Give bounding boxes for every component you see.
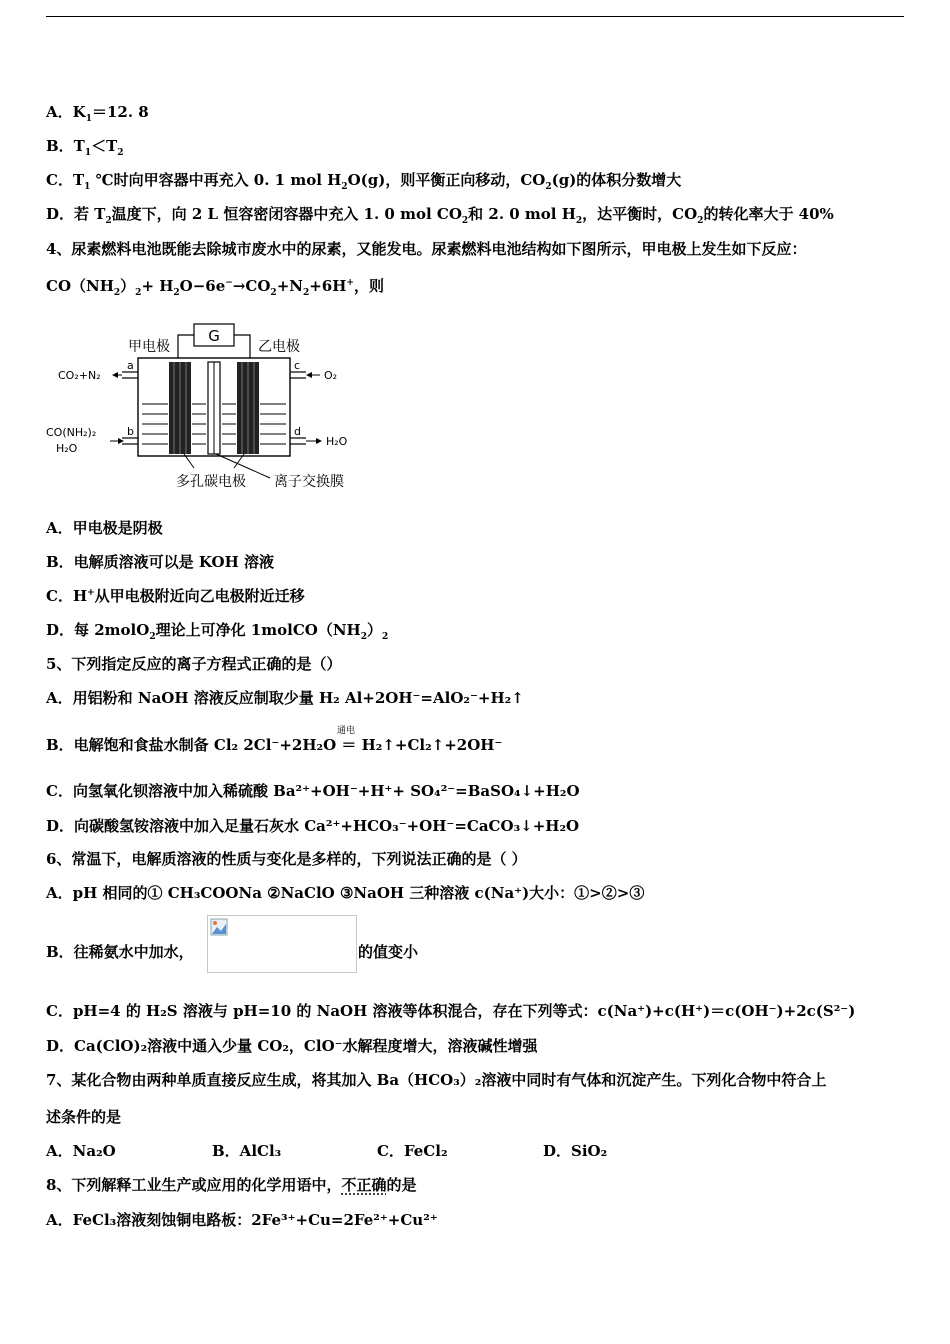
q8-stem: 8、下列解释工业生产或应用的化学用语中，不正确的是 <box>46 1176 417 1194</box>
port-c-label: c <box>294 359 301 372</box>
broken-image-icon <box>210 918 228 936</box>
q4-option-c: C．H+从甲电极附近向乙电极附近迁移 <box>46 587 305 605</box>
port-b-label: b <box>127 425 134 438</box>
arrow-out-right <box>316 438 322 444</box>
q4-stem-line1: 4、尿素燃料电池既能去除城市废水中的尿素，又能发电。尿素燃料电池结构如下图所示，甲电极上发生如下反应： <box>46 240 807 258</box>
arrow-out-left <box>112 372 118 378</box>
left-electrode-label: 甲电极 <box>128 339 170 355</box>
header-rule <box>46 16 904 17</box>
q7-option-d: D．SiO₂ <box>543 1142 608 1160</box>
q6-option-b-pre: B．往稀氨水中加水， <box>46 943 194 961</box>
q7-stem-line1: 7、某化合物由两种单质直接反应生成，将其加入 Ba（HCO₃）₂溶液中同时有气体和沉淀产生。下列化合物中符合上 <box>46 1071 827 1089</box>
output-left-label: CO₂+N₂ <box>58 369 101 382</box>
q6-option-c: C．pH=4 的 H₂S 溶液与 pH=10 的 NaOH 溶液等体积混合，存在下列等式：c(Na⁺)+c(H⁺)＝c(OH⁻)+2c(S²⁻) <box>46 1002 856 1020</box>
wire-left <box>178 335 194 360</box>
input-left-label-1: CO(NH₂)₂ <box>46 426 97 439</box>
q6-stem: 6、常温下，电解质溶液的性质与变化是多样的，下列说法正确的是（ ） <box>46 850 527 868</box>
port-d-label: d <box>294 425 301 438</box>
q4-option-a: A．甲电极是阴极 <box>46 519 163 537</box>
arrow-in-left <box>118 438 124 444</box>
q6-option-b-post: 的值变小 <box>358 943 419 961</box>
q7-option-b: B．AlCl₃ <box>212 1142 282 1160</box>
arrow-in-right <box>306 372 312 378</box>
q4-option-d: D．每 2molO$_2$理论上可净化 $1molCO(NH_2)_2$ <box>46 621 389 642</box>
galvanometer-label: G <box>208 327 220 345</box>
port-a-label: a <box>127 359 134 372</box>
q6-option-a: A．pH 相同的① CH₃COONa ②NaClO ③NaOH 三种溶液 c(Na⁺)大小：①>②>③ <box>46 884 645 902</box>
membrane-label: 离子交换膜 <box>274 474 344 490</box>
porous-electrode-label: 多孔碳电极 <box>176 474 246 490</box>
q3-option-b: B．$T_1<T_2$ <box>46 137 124 158</box>
fuel-cell-diagram <box>44 318 374 498</box>
q7-stem-line2: 述条件的是 <box>46 1108 122 1126</box>
q5-stem: 5、下列指定反应的离子方程式正确的是（） <box>46 655 342 673</box>
input-left-label-2: H₂O <box>56 442 78 455</box>
q5-option-b: B．电解饱和食盐水制备 Cl₂ 2Cl⁻+2H₂O ＝ H₂↑+Cl₂↑+2OH⁻ <box>46 736 503 754</box>
q8-emphasis: 不正确 <box>341 1176 387 1194</box>
q3-option-c: C．$T_1$ ℃时向甲容器中再充入 0. 1 mol $H_2O(g)$，则平衡正向移动，$CO_2(g)$的体积分数增大 <box>46 171 682 192</box>
output-right-label: H₂O <box>326 435 348 448</box>
q4-option-b: B．电解质溶液可以是 KOH 溶液 <box>46 553 274 571</box>
q5-option-d: D．向碳酸氢铵溶液中加入足量石灰水 Ca²⁺+HCO₃⁻+OH⁻=CaCO₃↓+H₂O <box>46 817 580 835</box>
q4-stem-line2: $CO(NH_2)_2+ H_2O-6e^-\to CO_2+N_2+6H^+$，则 <box>46 277 384 298</box>
q5-option-c: C．向氢氧化钡溶液中加入稀硫酸 Ba²⁺+OH⁻+H⁺+ SO₄²⁻=BaSO₄↓+H₂O <box>46 782 580 800</box>
wire-right <box>234 335 250 360</box>
right-electrode-label: 乙电极 <box>258 339 300 355</box>
q7-option-a: A．Na₂O <box>46 1142 116 1160</box>
input-right-label: O₂ <box>324 369 338 382</box>
q3-option-a: A．$K_1=12$. 8 <box>46 103 149 124</box>
q3-option-d: D．若 $T_2$温度下，向 2 L 恒容密闭容器中充入 1. 0 mol $CO_2$和 2. 0 mol $H_2$，达平衡时，$CO_2$的转化率大于 40% <box>46 205 834 226</box>
broken-image-placeholder <box>207 915 357 973</box>
q6-option-d: D．Ca(ClO)₂溶液中通入少量 CO₂，ClO⁻水解程度增大，溶液碱性增强 <box>46 1037 538 1055</box>
q8-option-a: A．FeCl₃溶液刻蚀铜电路板：2Fe³⁺+Cu=2Fe²⁺+Cu²⁺ <box>46 1211 438 1229</box>
q5-option-a: A．用铝粉和 NaOH 溶液反应制取少量 H₂ Al+2OH⁻=AlO₂⁻+H₂↑ <box>46 689 524 707</box>
q5-electrolysis-note: 通电 <box>337 726 356 736</box>
q7-option-c: C．FeCl₂ <box>377 1142 448 1160</box>
